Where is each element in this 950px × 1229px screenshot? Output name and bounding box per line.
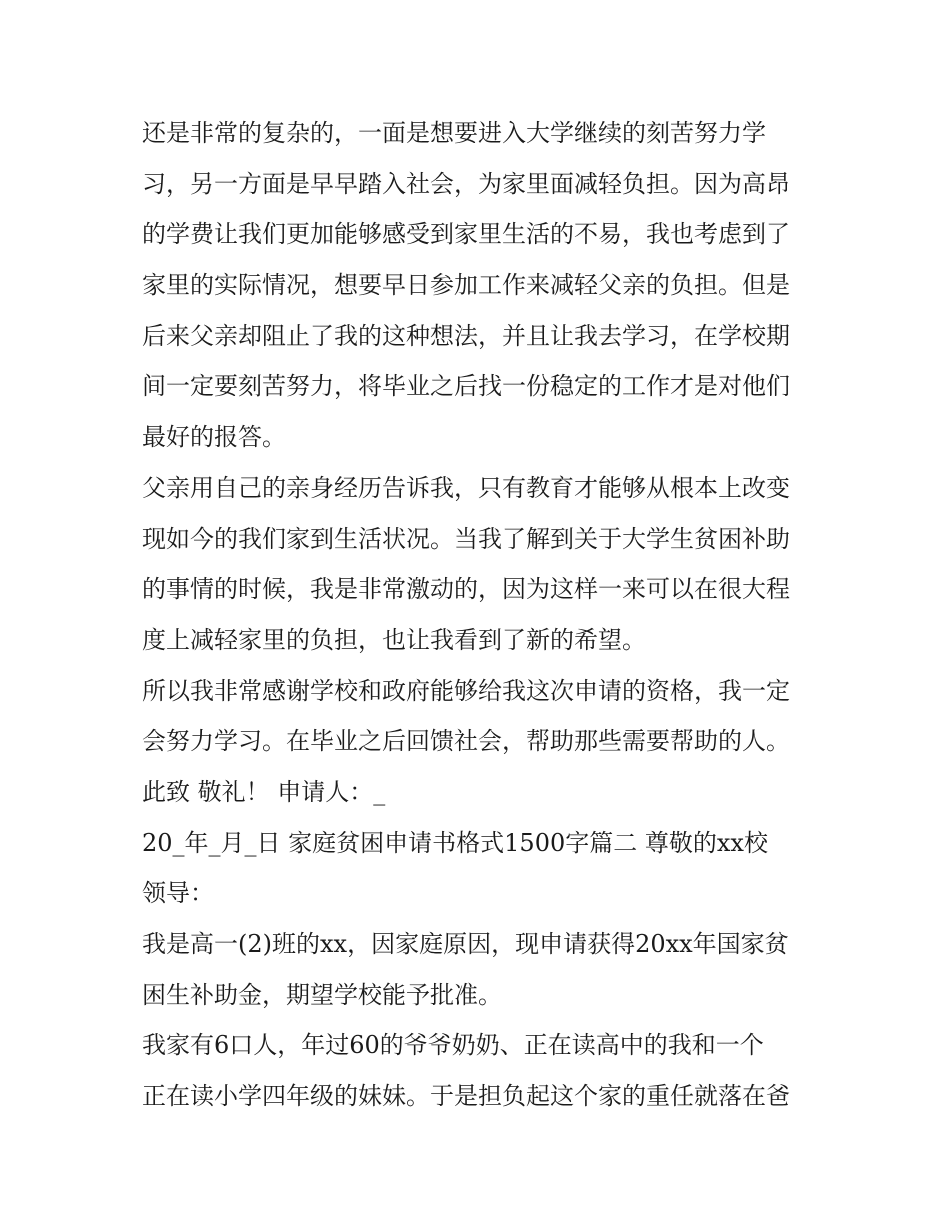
text-line-13: 会努力学习。在毕业之后回馈社会，帮助那些需要帮助的人。 [142,727,790,756]
text-line-1: 还是非常的复杂的，一面是想要进入大学继续的刻苦努力学 [142,119,766,147]
text-line-16: 领导： [142,879,214,908]
text-line-11: 度上减轻家里的负担，也让我看到了新的希望。 [142,625,646,654]
text-line-20: 正在读小学四年级的妹妹。于是担负起这个家的重任就落在爸 [142,1082,790,1111]
text-line-15: 20_年_月_日 家庭贫困申请书格式1500字篇二 尊敬的xx校 [142,828,768,857]
text-line-17: 我是高一(2)班的xx，因家庭原因，现申请获得20xx年国家贫 [142,930,789,958]
text-line-10: 的事情的时候，我是非常激动的，因为这样一来可以在很大程 [142,575,790,604]
document-body [142,108,814,1122]
text-line-4: 家里的实际情况，想要早日参加工作来减轻父亲的负担。但是 [142,271,790,300]
text-line-9: 现如今的我们家到生活状况。当我了解到关于大学生贫困补助 [142,524,790,553]
text-line-18: 困生补助金，期望学校能予批准。 [142,980,502,1009]
text-line-3: 的学费让我们更加能够感受到家里生活的不易，我也考虑到了 [142,220,790,249]
text-line-6: 间一定要刻苦努力，将毕业之后找一份稳定的工作才是对他们 [142,372,790,401]
text-line-8: 父亲用自己的亲身经历告诉我，只有教育才能够从根本上改变 [142,473,790,502]
text-line-2: 习，另一方面是早早踏入社会，为家里面减轻负担。因为高昂 [142,169,790,198]
text-line-5: 后来父亲却阻止了我的这种想法，并且让我去学习，在学校期 [142,321,790,350]
text-line-14: 此致 敬礼！ 申请人：_ [142,777,386,806]
text-line-7: 最好的报答。 [142,423,286,452]
text-line-19: 我家有6口人，年过60的爷爷奶奶、正在读高中的我和一个 [142,1031,764,1060]
text-line-12: 所以我非常感谢学校和政府能够给我这次申请的资格，我一定 [142,676,790,705]
